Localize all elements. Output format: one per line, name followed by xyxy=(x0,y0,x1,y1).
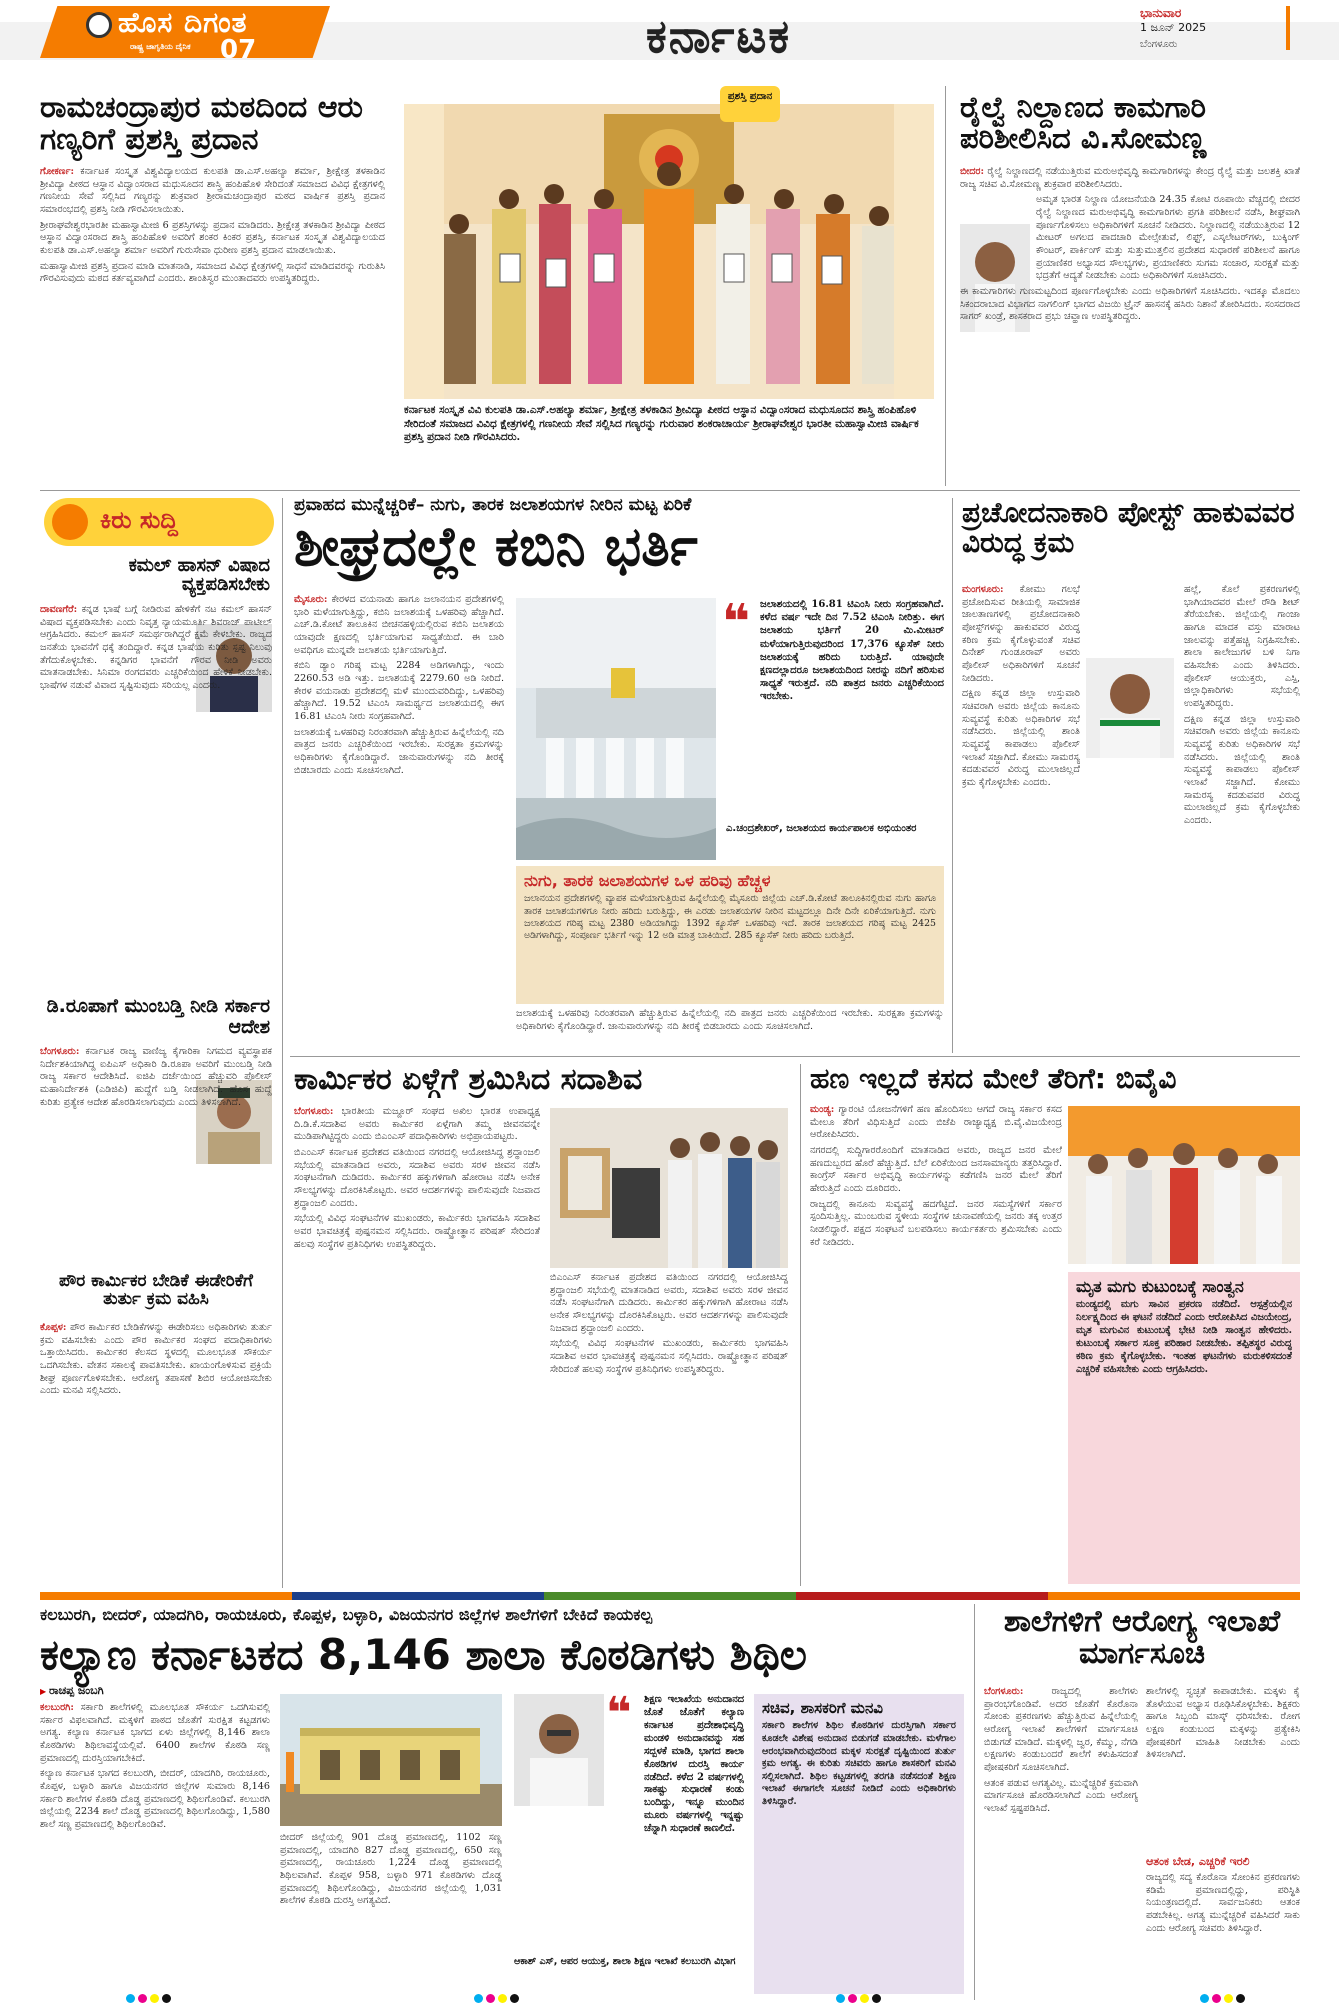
story7-body xyxy=(40,1702,270,2000)
date-block xyxy=(1140,6,1290,50)
city-label: ಬೆಂಗಳೂರು xyxy=(1140,39,1178,50)
kiru2-body xyxy=(40,1046,272,1268)
story4-dateline: ಮಂಗಳೂರು: xyxy=(962,584,1004,595)
story4-para: ಕೋಮು ಗಲಭೆ ಪ್ರಚೋದಿಸುವ ರೀತಿಯಲ್ಲಿ ಸಾಮಾಜಿಕ ಜಾಲತಾಣಗಳಲ್ಲಿ ಪ್ರಚೋದನಾಕಾರಿ ಪೋಸ್ಟ್‌ಗಳನ್ನು ಹಾಕುವವರ ವಿರುದ್ಧ ಕಠಿಣ ಕ್ರಮ ಕೈಗೊಳ್ಳುವಂತೆ ಸಚಿವ ದಿನೇಶ್ ಗುಂಡೂರಾವ್ ಅವರು ಪೊಲೀಸ್ ಅಧಿಕಾರಿಗಳಿಗೆ ಸೂಚನೆ ನೀಡಿದರು. xyxy=(962,584,1080,684)
divider xyxy=(974,1604,975,2000)
divider xyxy=(40,490,1300,491)
minister-portrait xyxy=(1086,658,1174,758)
story3-quote xyxy=(760,598,944,822)
story8-headline: ಶಾಲೆಗಳಿಗೆ ಆರೋಗ್ಯ ಇಲಾಖೆ ಮಾರ್ಗಸೂಚಿ xyxy=(1003,1604,1281,1672)
story8-para: ಆತಂಕ ಪಡುವ ಅಗತ್ಯವಿಲ್ಲ. ಮುನ್ನೆಚ್ಚರಿಕೆ ಕ್ರಮವಾಗಿ ಮಾರ್ಗಸೂಚಿ ಹೊರಡಿಸಲಾಗಿದೆ ಎಂದು ಆರೋಗ್ಯ ಇಲಾಖೆ ಸ್ಪಷ್ಟಪಡಿಸಿದೆ. xyxy=(984,1777,1138,1814)
story8-body-col2 xyxy=(1146,1686,1300,1852)
kiru-suddi-title: ಕಿರು ಸುದ್ದಿ xyxy=(100,506,178,534)
story7-photo xyxy=(280,1694,502,1826)
story6-box xyxy=(1068,1272,1300,1584)
story7-quote-mark: ❝ xyxy=(606,1688,632,1739)
story1-caption: ಕರ್ನಾಟಕ ಸಂಸ್ಕೃತ ವಿವಿ ಕುಲಪತಿ ಡಾ.ಎಸ್.ಅಹಲ್ಯಾ ಶರ್ಮಾ, ಶ್ರೀಕ್ಷೇತ್ರ ತಳಕಾಡಿನ ಶ್ರೀವಿದ್ಯಾ ಪೀಠದ ಆಸ್ಥಾನ ವಿದ್ವಾಂಸರಾದ ಮಧುಸೂದನ ಶಾಸ್ತ್ರಿ ಹಂಪಿಹೊಳಿ ಸೇರಿದಂತೆ ಸಮಾಜದ ವಿವಿಧ ಕ್ಷೇತ್ರಗಳಲ್ಲಿ ಗಣನೀಯ ಸೇವೆ ಸಲ್ಲಿಸಿದ ಗಣ್ಯರನ್ನು ಗುರುವಾರ ಶಂಕರಾಚಾರ್ಯ ಶ್ರೀರಾಘವೇಶ್ವರ ಭಾರತೀ ಮಹಾಸ್ವಾಮೀಜಿ ವಾರ್ಷಿಕ ಪ್ರಶಸ್ತಿ ಪ್ರದಾನ ನೀಡಿ ಗೌರವಿಸಿದರು. xyxy=(404,404,919,444)
story4-headline: ಪ್ರಚೋದನಾಕಾರಿ ಪೋಸ್ಟ್ ಹಾಕುವವರ ವಿರುದ್ಧ ಕ್ರಮ xyxy=(962,496,1295,560)
megaphone-icon xyxy=(52,504,88,540)
story4-body-col2 xyxy=(1184,584,1300,1054)
story8-subheadline: ಆತಂಕ ಬೇಡ, ಎಚ್ಚರಿಕೆ ಇರಲಿ xyxy=(1146,1855,1250,1868)
story6-photo xyxy=(1068,1106,1300,1264)
divider xyxy=(800,1064,801,1586)
story6-box-body: ಮಂಡ್ಯದಲ್ಲಿ ಮಗು ಸಾವಿನ ಪ್ರಕರಣ ನಡೆದಿದೆ. ಆಸ್ಪತ್ರೆಯಲ್ಲಿನ ನಿರ್ಲಕ್ಷ್ಯದಿಂದ ಈ ಘಟನೆ ನಡೆದಿದೆ ಎಂದು ಆರೋಪಿಸಿದ ವಿಜಯೇಂದ್ರ, ಮೃತ ಮಗುವಿನ ಕುಟುಂಬಕ್ಕೆ ಭೇಟಿ ನೀಡಿ ಸಾಂತ್ವನ ಹೇಳಿದರು. ಕುಟುಂಬಕ್ಕೆ ಸರ್ಕಾರ ಸೂಕ್ತ ಪರಿಹಾರ ನೀಡಬೇಕು. ತಪ್ಪಿತಸ್ಥರ ವಿರುದ್ಧ ಕಠಿಣ ಕ್ರಮ ಕೈಗೊಳ್ಳಬೇಕು. ಇಂತಹ ಘಟನೆಗಳು ಮರುಕಳಿಸದಂತೆ ಎಚ್ಚರಿಕೆ ವಹಿಸಬೇಕು ಎಂದು ಆಗ್ರಹಿಸಿದರು. xyxy=(1076,1299,1292,1375)
kiru3-dateline: ಕೊಪ್ಪಳ: xyxy=(40,1322,67,1333)
story1-para: ಶ್ರೀರಾಘವೇಶ್ವರಭಾರತೀ ಮಹಾಸ್ವಾಮೀಜಿ 6 ಪ್ರಶಸ್ತಿಗಳನ್ನು ಪ್ರದಾನ ಮಾಡಿದರು. ಶ್ರೀಕ್ಷೇತ್ರ ತಳಕಾಡಿನ ಶ್ರೀವಿದ್ಯಾ ಪೀಠದ ಆಸ್ಥಾನ ವಿದ್ವಾಂಸರಾದ ಶಾಸ್ತ್ರಿ ಹಂಪಿಹೊಳಿ ಅವರಿಗೆ ಶಂಕರ ಕಿಂಕರ ಪ್ರಶಸ್ತಿ, ಕರ್ನಾಟಕ ಸಂಸ್ಕೃತ ವಿಶ್ವವಿದ್ಯಾಲಯದ ಕುಲಪತಿ ಡಾ.ಎಸ್.ಅಹಲ್ಯಾ ಶರ್ಮಾ ಅವರಿಗೆ ಗುರುಸೇವಾ ಧುರೀಣ ಪ್ರಶಸ್ತಿ ಪ್ರದಾನ ಮಾಡಲಾಯಿತು. xyxy=(40,219,385,256)
kiru2-text: ಕರ್ನಾಟಕ ರಾಜ್ಯ ವಾಣಿಜ್ಯ ಕೈಗಾರಿಕಾ ನಿಗಮದ ವ್ಯವಸ್ಥಾಪಕ ನಿರ್ದೇಶಕಿಯಾಗಿದ್ದ ಐಪಿಎಸ್ ಅಧಿಕಾರಿ ಡಿ.ರೂಪಾ ಅವರಿಗೆ ಮುಂಬಡ್ತಿ ನೀಡಿ ರಾಜ್ಯ ಸರ್ಕಾರ ಆದೇಶಿಸಿದೆ. ಐಜಿಪಿ ದರ್ಜೆಯಿಂದ ಹೆಚ್ಚುವರಿ ಪೊಲೀಸ್ ಮಹಾನಿರ್ದೇಶಕಿ (ಎಡಿಜಿಪಿ) ಹುದ್ದೆಗೆ ಬಡ್ತಿ ನೀಡಲಾಗಿದೆ. ಹೊಸ ಹುದ್ದೆ ಕುರಿತು ಪ್ರತ್ಯೇಕ ಆದೇಶ ಹೊರಡಿಸಲಾಗುವುದು ಎಂದು ತಿಳಿಸಲಾಗಿದೆ. xyxy=(40,1046,272,1108)
kiru3-headline: ಪೌರ ಕಾರ್ಮಿಕರ ಬೇಡಿಕೆ ಈಡೇರಿಕೆಗೆ ತುರ್ತು ಕ್ರಮ ವಹಿಸಿ xyxy=(59,1271,253,1310)
story4-para: ಹಲ್ಲೆ, ಕೊಲೆ ಪ್ರಕರಣಗಳಲ್ಲಿ ಭಾಗಿಯಾದವರ ಮೇಲೆ ರೌಡಿ ಶೀಟ್ ತೆರೆಯಬೇಕು. ಜಿಲ್ಲೆಯಲ್ಲಿ ಗಾಂಜಾ ಹಾಗೂ ಮಾದಕ ವಸ್ತು ಮಾರಾಟ ಜಾಲವನ್ನು ಪತ್ತೆಹಚ್ಚಿ ನಿಗ್ರಹಿಸಬೇಕು. ಶಾಲಾ ಕಾಲೇಜುಗಳ ಬಳಿ ನಿಗಾ ವಹಿಸಬೇಕು ಎಂದು ತಿಳಿಸಿದರು. ಪೊಲೀಸ್ ಆಯುಕ್ತರು, ಎಸ್ಪಿ, ಜಿಲ್ಲಾಧಿಕಾರಿಗಳು ಸಭೆಯಲ್ಲಿ ಉಪಸ್ಥಿತರಿದ್ದರು. xyxy=(1184,584,1300,709)
kiru1-body xyxy=(40,604,272,866)
story3-quote-text: ಜಲಾಶಯದಲ್ಲಿ 16.81 ಟಿಎಂಸಿ ನೀರು ಸಂಗ್ರಹವಾಗಿದೆ. ಕಳೆದ ವರ್ಷ ಇದೇ ದಿನ 7.52 ಟಿಎಂಸಿ ನೀರಿತ್ತು. ಈಗ ಜಲಾಶಯ ಭರ್ತಿಗೆ 20 ಮಿ.ಮೀಟರ್ ಮಳೆಯಾಗುತ್ತಿರುವುದರಿಂದ 17,376 ಕ್ಯೂಸೆಕ್ ನೀರು ಜಲಾಶಯಕ್ಕೆ ಹರಿದು ಬರುತ್ತಿದೆ. ಯಾವುದೇ ಕ್ಷಣದಲ್ಲಾದರೂ ಜಲಾಶಯದಿಂದ ನೀರನ್ನು ನದಿಗೆ ಹರಿಸುವ ಸಾಧ್ಯತೆ ಇರುತ್ತದೆ. ನದಿ ಪಾತ್ರದ ಜನರು ಎಚ್ಚರಿಕೆಯಿಂದ ಇರಬೇಕು. xyxy=(760,599,944,703)
color-band xyxy=(40,1592,1300,1600)
story5-para: ಬಿಎಂಎಸ್ ಕರ್ನಾಟಕ ಪ್ರದೇಶದ ವತಿಯಿಂದ ನಗರದಲ್ಲಿ ಆಯೋಜಿಸಿದ್ದ ಶ್ರದ್ಧಾಂಜಲಿ ಸಭೆಯಲ್ಲಿ ಮಾತನಾಡಿದ ಅವರು, ಸದಾಶಿವ ಅವರು ಸರಳ ಜೀವನ ನಡೆಸಿ ಸಂಘಟನೆಗಾಗಿ ದುಡಿದರು. ಕಾರ್ಮಿಕರ ಹಕ್ಕುಗಳಿಗಾಗಿ ಹೋರಾಟ ನಡೆಸಿ ಅನೇಕ ಸೌಲಭ್ಯಗಳನ್ನು ದೊರಕಿಸಿಕೊಟ್ಟರು. ಅವರ ಆದರ್ಶಗಳನ್ನು ಪಾಲಿಸುವುದೇ ನಿಜವಾದ ಶ್ರದ್ಧಾಂಜಲಿ ಎಂದರು. xyxy=(294,1146,540,1209)
story6-headline: ಹಣ ಇಲ್ಲದೆ ಕಸದ ಮೇಲೆ ತೆರಿಗೆ: ಬಿವೈವಿ xyxy=(810,1062,1177,1095)
story3-para: ಕೇರಳದ ವಯನಾಡು ಹಾಗೂ ಜಲಾನಯನ ಪ್ರದೇಶಗಳಲ್ಲಿ ಭಾರಿ ಮಳೆಯಾಗುತ್ತಿದ್ದು, ಕಬಿನಿ ಜಲಾಶಯಕ್ಕೆ ಒಳಹರಿವು ಹೆಚ್ಚಾಗಿದೆ. ಎಚ್.ಡಿ.ಕೋಟೆ ತಾಲೂಕಿನ ಬೀಚನಹಳ್ಳಿಯಲ್ಲಿರುವ ಕಬಿನಿ ಜಲಾಶಯ ಯಾವುದೇ ಕ್ಷಣದಲ್ಲಿ ಭರ್ತಿಯಾಗುವ ಸಾಧ್ಯತೆಯಿದೆ. ಈ ಬಾರಿ ಅವಧಿಗೂ ಮುನ್ನವೇ ಜಲಾಶಯ ಭರ್ತಿಯಾಗುತ್ತಿದೆ. xyxy=(294,594,504,656)
divider xyxy=(952,498,953,1053)
divider xyxy=(945,86,946,486)
masthead xyxy=(0,0,1339,65)
story2-body xyxy=(960,166,1300,484)
story7-para: ಕಲ್ಯಾಣ ಕರ್ನಾಟಕ ಭಾಗದ ಕಲಬುರಗಿ, ಬೀದರ್, ಯಾದಗಿರಿ, ರಾಯಚೂರು, ಕೊಪ್ಪಳ, ಬಳ್ಳಾರಿ ಹಾಗೂ ವಿಜಯನಗರ ಜಿಲ್ಲೆಗಳ ಸುಮಾರು 8,146 ಸರ್ಕಾರಿ ಶಾಲೆಗಳ ಕೊಠಡಿ ದೊಡ್ಡ ಪ್ರಮಾಣದಲ್ಲಿ ಶಿಥಿಲಗೊಂಡಿವೆ. ಕಲಬುರಗಿ ಜಿಲ್ಲೆಯಲ್ಲಿ 2234 ಶಾಲೆ ದೊಡ್ಡ ಪ್ರಮಾಣದಲ್ಲಿ ಶಿಥಿಲಗೊಂಡಿದ್ದು, 1,580 ಶಾಲೆ ಸಣ್ಣ ಪ್ರಮಾಣದಲ್ಲಿ ಶಿಥಿಲಗೊಂಡಿವೆ. xyxy=(40,1768,270,1830)
story2-para: ರೈಲ್ವೆ ನಿಲ್ದಾಣದಲ್ಲಿ ನಡೆಯುತ್ತಿರುವ ಮರುಅಭಿವೃದ್ಧಿ ಕಾಮಗಾರಿಗಳನ್ನು ಕೇಂದ್ರ ರೈಲ್ವೆ ಮತ್ತು ಜಲಶಕ್ತಿ ಖಾತೆ ರಾಜ್ಯ ಸಚಿವ ವಿ.ಸೋಮಣ್ಣ ಶುಕ್ರವಾರ ಪರಿಶೀಲಿಸಿದರು. xyxy=(960,166,1300,190)
dam-image xyxy=(516,598,716,860)
day-label: ಭಾನುವಾರ xyxy=(1140,6,1182,20)
kiru2-dateline: ಬೆಂಗಳೂರು: xyxy=(40,1046,80,1057)
tribute-event-image xyxy=(550,1108,788,1268)
story8-subbody: ರಾಜ್ಯದಲ್ಲಿ ಸದ್ಯ ಕೊರೊನಾ ಸೋಂಕಿನ ಪ್ರಕರಣಗಳು ಕಡಿಮೆ ಪ್ರಮಾಣದಲ್ಲಿದ್ದು, ಪರಿಸ್ಥಿತಿ ನಿಯಂತ್ರಣದಲ್ಲಿದೆ. ಸಾರ್ವಜನಿಕರು ಆತಂಕ ಪಡಬೇಕಿಲ್ಲ. ಅಗತ್ಯ ಮುನ್ನೆಚ್ಚರಿಕೆ ವಹಿಸಿದರೆ ಸಾಕು ಎಂದು ಆರೋಗ್ಯ ಸಚಿವರು ತಿಳಿಸಿದ್ದಾರೆ. xyxy=(1146,1872,1300,1934)
story7-byline: ▶ ರಾಚಪ್ಪ ಜಂಬಗಿ xyxy=(40,1684,104,1698)
story4-body xyxy=(962,584,1080,1054)
story7-quote-text: ಶಿಕ್ಷಣ ಇಲಾಖೆಯ ಅನುದಾನದ ಜೊತೆ ಜೊತೆಗೆ ಕಲ್ಯಾಣ ಕರ್ನಾಟಕ ಪ್ರದೇಶಾಭಿವೃದ್ಧಿ ಮಂಡಳಿ ಅನುದಾನವನ್ನು ಸಹ ಸದ್ಬಳಕೆ ಮಾಡಿ, ಭಾಗದ ಶಾಲಾ ಕೊಠಡಿಗಳ ದುರಸ್ತಿ ಕಾರ್ಯ ನಡೆದಿದೆ. ಕಳೆದ 2 ವರ್ಷಗಳಲ್ಲಿ ಸಾಕಷ್ಟು ಸುಧಾರಣೆ ಕಂಡು ಬಂದಿದ್ದು, ಇನ್ನೂ ಮುಂದಿನ ಮೂರು ವರ್ಷಗಳಲ್ಲಿ ಇನ್ನಷ್ಟು ಚೆನ್ನಾಗಿ ಸುಧಾರಣೆ ಕಾಣಲಿದೆ. xyxy=(644,1694,744,1835)
story6-para: ನಗರದಲ್ಲಿ ಸುದ್ದಿಗಾರರೊಂದಿಗೆ ಮಾತನಾಡಿದ ಅವರು, ರಾಜ್ಯದ ಜನರ ಮೇಲೆ ಹಣದುಬ್ಬರದ ಹೊರೆ ಹೆಚ್ಚುತ್ತಿದೆ. ಬೆಲೆ ಏರಿಕೆಯಿಂದ ಜನಸಾಮಾನ್ಯರು ತತ್ತರಿಸಿದ್ದಾರೆ. ಕಾಂಗ್ರೆಸ್ ಸರ್ಕಾರ ಅಭಿವೃದ್ಧಿ ಕಾರ್ಯಗಳನ್ನು ಕಡೆಗಣಿಸಿ ಜನರ ಮೇಲೆ ತೆರಿಗೆ ಹೇರುತ್ತಿದೆ ಎಂದು ದೂರಿದರು. xyxy=(810,1144,1062,1194)
story3-para: ಕಬಿನಿ ಡ್ಯಾಂ ಗರಿಷ್ಠ ಮಟ್ಟ 2284 ಅಡಿಗಳಾಗಿದ್ದು, ಇಂದು 2260.53 ಅಡಿ ಇತ್ತು. ಜಲಾಶಯಕ್ಕೆ 2279.60 ಅಡಿ ನೀರಿದೆ. ಕೇರಳ ವಯನಾಡು ಪ್ರದೇಶದಲ್ಲಿ ಮಳೆ ಮುಂದುವರಿದಿದ್ದು, ಒಳಹರಿವು ಹೆಚ್ಚಾಗಿದೆ. 19.52 ಟಿಎಂಸಿ ಸಾಮರ್ಥ್ಯದ ಜಲಾಶಯದಲ್ಲಿ ಈಗ 16.81 ಟಿಎಂಸಿ ನೀರು ಸಂಗ್ರಹವಾಗಿದೆ. xyxy=(294,660,504,722)
kiru2-headline: ಡಿ.ರೂಪಾಗೆ ಮುಂಬಡ್ತಿ ನೀಡಿ ಸರ್ಕಾರ ಆದೇಶ xyxy=(46,995,270,1038)
story6-body xyxy=(810,1104,1062,1586)
story5-para: ಸಭೆಯಲ್ಲಿ ವಿವಿಧ ಸಂಘಟನೆಗಳ ಮುಖಂಡರು, ಕಾರ್ಮಿಕರು ಭಾಗವಹಿಸಿ ಸದಾಶಿವ ಅವರ ಭಾವಚಿತ್ರಕ್ಕೆ ಪುಷ್ಪನಮನ ಸಲ್ಲಿಸಿದರು. ರಾಷ್ಟ್ರೋತ್ಥಾನ ಪರಿಷತ್ ಸೇರಿದಂತೆ ಹಲವು ಸಂಸ್ಥೆಗಳ ಪ್ರತಿನಿಧಿಗಳು ಉಪಸ್ಥಿತರಿದ್ದರು. xyxy=(294,1213,540,1250)
divider xyxy=(290,1056,1300,1057)
story3-body xyxy=(294,594,504,1002)
story7-quote xyxy=(514,1688,744,1954)
story5-para: ಭಾರತೀಯ ಮಜ್ದೂರ್ ಸಂಘದ ಅಖಿಲ ಭಾರತ ಉಪಾಧ್ಯಕ್ಷ ದಿ.ಡಿ.ಕೆ.ಸದಾಶಿವ ಅವರು ಕಾರ್ಮಿಕರ ಏಳ್ಗೆಗಾಗಿ ತಮ್ಮ ಜೀವನವನ್ನೇ ಮುಡಿಪಾಗಿಟ್ಟಿದ್ದರು ಎಂದು ಬಿಎಂಎಸ್ ಪದಾಧಿಕಾರಿಗಳು ಅಭಿಪ್ರಾಯಪಟ್ಟರು. xyxy=(294,1106,540,1143)
story3-body-cont xyxy=(516,1008,944,1052)
story3-kicker: ಪ್ರವಾಹದ ಮುನ್ನೆಚ್ಚರಿಕೆ– ನುಗು, ತಾರಕ ಜಲಾಶಯಗಳ ನೀರಿನ ಮಟ್ಟ ಏರಿಕೆ xyxy=(294,495,692,515)
kiru-suddi-header xyxy=(44,498,274,546)
story5-para: ಸಭೆಯಲ್ಲಿ ವಿವಿಧ ಸಂಘಟನೆಗಳ ಮುಖಂಡರು, ಕಾರ್ಮಿಕರು ಭಾಗವಹಿಸಿ ಸದಾಶಿವ ಅವರ ಭಾವಚಿತ್ರಕ್ಕೆ ಪುಷ್ಪನಮನ ಸಲ್ಲಿಸಿದರು. ರಾಷ್ಟ್ರೋತ್ಥಾನ ಪರಿಷತ್ ಸೇರಿದಂತೆ ಹಲವು ಸಂಸ್ಥೆಗಳ ಪ್ರತಿನಿಧಿಗಳು ಉಪಸ್ಥಿತರಿದ್ದರು. xyxy=(550,1338,788,1375)
story5-dateline: ಬೆಂಗಳೂರು: xyxy=(294,1106,334,1117)
kiru1-headline: ಕಮಲ್ ಹಾಸನ್ ವಿಷಾದ ವ್ಯಕ್ತಪಡಿಸಬೇಕು xyxy=(128,555,270,596)
story7-quote-author: ಆಕಾಶ್ ಎಸ್, ಆಪರ ಆಯುಕ್ತ, ಶಾಲಾ ಶಿಕ್ಷಣ ಇಲಾಖೆ ಕಲಬುರಗಿ ವಿಭಾಗ xyxy=(514,1956,736,1967)
story3-headline: ಶೀಘ್ರದಲ್ಲೇ ಕಬಿನಿ ಭರ್ತಿ xyxy=(294,515,698,578)
story5-body xyxy=(294,1106,540,1586)
story7-headline: ಕಲ್ಯಾಣ ಕರ್ನಾಟಕದ 8,146 ಶಾಲಾ ಕೊಠಡಿಗಳು ಶಿಥಿಲ xyxy=(40,1630,807,1679)
registration-marks xyxy=(1200,1994,1245,2003)
registration-marks xyxy=(126,1994,171,2003)
school-building-image xyxy=(280,1694,502,1826)
kiru1-dateline: ದಾವಣಗೆರೆ: xyxy=(40,604,78,615)
kiru1-text: ಕನ್ನಡ ಭಾಷೆ ಬಗ್ಗೆ ನೀಡಿರುವ ಹೇಳಿಕೆಗೆ ನಟ ಕಮಲ್ ಹಾಸನ್ ವಿಷಾದ ವ್ಯಕ್ತಪಡಿಸಬೇಕು ಎಂದು ನಿವೃತ್ತ ನ್ಯಾಯಮೂರ್ತಿ ಶಿವರಾಜ್ ಪಾಟೀಲ್ ಆಗ್ರಹಿಸಿದರು. ಕಮಲ್ ಹಾಸನ್ ಸಮರ್ಥರಾಗಿದ್ದರೆ ಕ್ಷಮೆ ಕೇಳಬೇಕು. ರಾಜ್ಯದ ಜನತೆಯ ಭಾವನೆಗೆ ಧಕ್ಕೆ ತಂದಿದ್ದಾರೆ. ಕನ್ನಡ ಭಾಷೆಯ ಕುರಿತು ಸ್ಪಷ್ಟ ನಿಲುವು ತೆಗೆದುಕೊಳ್ಳಬೇಕು. ಕನ್ನಡಿಗರ ಭಾವನೆಗೆ ಗೌರವ ನೀಡಿ ಅವರು ಮಾತನಾಡಬೇಕು. ಸಿನಿಮಾ ರಂಗದವರು ಎಚ್ಚರಿಕೆಯಿಂದ ಹೇಳಿಕೆ ನೀಡಬೇಕು. ಭಾಷೆಗಳ ನಡುವೆ ವಿವಾದ ಸೃಷ್ಟಿಸುವುದು ಸರಿಯಲ್ಲ ಎಂದರು. xyxy=(40,604,272,691)
story7-dateline: ಕಲಬುರಗಿ: xyxy=(40,1702,74,1713)
logo-text: ಹೊಸ ದಿಗಂತ xyxy=(118,6,248,39)
story5-para: ಬಿಎಂಎಸ್ ಕರ್ನಾಟಕ ಪ್ರದೇಶದ ವತಿಯಿಂದ ನಗರದಲ್ಲಿ ಆಯೋಜಿಸಿದ್ದ ಶ್ರದ್ಧಾಂಜಲಿ ಸಭೆಯಲ್ಲಿ ಮಾತನಾಡಿದ ಅವರು, ಸದಾಶಿವ ಅವರು ಸರಳ ಜೀವನ ನಡೆಸಿ ಸಂಘಟನೆಗಾಗಿ ದುಡಿದರು. ಕಾರ್ಮಿಕರ ಹಕ್ಕುಗಳಿಗಾಗಿ ಹೋರಾಟ ನಡೆಸಿ ಅನೇಕ ಸೌಲಭ್ಯಗಳನ್ನು ದೊರಕಿಸಿಕೊಟ್ಟರು. ಅವರ ಆದರ್ಶಗಳನ್ನು ಪಾಲಿಸುವುದೇ ನಿಜವಾದ ಶ್ರದ್ಧಾಂಜಲಿ ಎಂದರು. xyxy=(550,1272,788,1334)
story3-quote-author: ಎ.ಚಂದ್ರಶೇಖರ್, ಜಲಾಶಯದ ಕಾರ್ಯಪಾಲಕ ಅಭಿಯಂತರ xyxy=(726,823,917,834)
story3-box xyxy=(516,866,944,1004)
divider xyxy=(282,498,283,1588)
story3-quote-mark: ❝ xyxy=(722,594,751,650)
story1-headline: ರಾಮಚಂದ್ರಾಪುರ ಮಠದಿಂದ ಆರು ಗಣ್ಯರಿಗೆ ಪ್ರಶಸ್ತಿ ಪ್ರದಾನ xyxy=(40,90,363,158)
story8-body xyxy=(984,1686,1138,1998)
story3-box-title: ನುಗು, ತಾರಕ ಜಲಾಶಯಗಳ ಒಳ ಹರಿವು ಹೆಚ್ಚಳ xyxy=(524,871,771,890)
story2-dateline: ಬೀದರ: xyxy=(960,166,985,177)
registration-marks xyxy=(836,1994,881,2003)
story4-para: ದಕ್ಷಿಣ ಕನ್ನಡ ಜಿಲ್ಲಾ ಉಸ್ತುವಾರಿ ಸಚಿವರಾಗಿ ಅವರು ಜಿಲ್ಲೆಯ ಕಾನೂನು ಸುವ್ಯವಸ್ಥೆ ಕುರಿತು ಅಧಿಕಾರಿಗಳ ಸಭೆ ನಡೆಸಿದರು. ಜಿಲ್ಲೆಯಲ್ಲಿ ಶಾಂತಿ ಸುವ್ಯವಸ್ಥೆ ಕಾಪಾಡಲು ಪೊಲೀಸ್ ಇಲಾಖೆ ಸಜ್ಜಾಗಿದೆ. ಕೋಮು ಸಾಮರಸ್ಯ ಕದಡುವವರ ವಿರುದ್ಧ ಮುಲಾಜಿಲ್ಲದೆ ಕ್ರಮ ಕೈಗೊಳ್ಳಬೇಕು ಎಂದರು. xyxy=(962,688,1080,788)
story6-box-title: ಮೃತ ಮಗು ಕುಟುಂಬಕ್ಕೆ ಸಾಂತ್ವನ xyxy=(1076,1277,1244,1296)
story7-para: ಬೀದರ್ ಜಿಲ್ಲೆಯಲ್ಲಿ 901 ದೊಡ್ಡ ಪ್ರಮಾಣದಲ್ಲಿ, 1102 ಸಣ್ಣ ಪ್ರಮಾಣದಲ್ಲಿ, ಯಾದಗಿರಿ 827 ದೊಡ್ಡ ಪ್ರಮಾಣದಲ್ಲಿ, 650 ಸಣ್ಣ ಪ್ರಮಾಣದಲ್ಲಿ, ರಾಯಚೂರು 1,224 ದೊಡ್ಡ ಪ್ರಮಾಣದಲ್ಲಿ ಶಿಥಿಲವಾಗಿವೆ. ಕೊಪ್ಪಳ 958, ಬಳ್ಳಾರಿ 971 ಕೊಠಡಿಗಳು ದೊಡ್ಡ ಪ್ರಮಾಣದಲ್ಲಿ ಶಿಥಿಲಗೊಂಡಿದ್ದು, ವಿಜಯನಗರ ಜಿಲ್ಲೆಯಲ್ಲಿ 1,031 ಶಾಲೆಗಳ ಕೊಠಡಿ ದುರಸ್ತಿ ಅಗತ್ಯವಿದೆ. xyxy=(280,1832,502,1907)
logo-tagline: ರಾಷ್ಟ್ರ ಜಾಗೃತಿಯ ದೈನಿಕ xyxy=(130,42,191,51)
story2-para: ಈ ಕಾಮಗಾರಿಗಳು ಗುಣಮಟ್ಟದಿಂದ ಪೂರ್ಣಗೊಳ್ಳಬೇಕು ಎಂದು ಅಧಿಕಾರಿಗಳಿಗೆ ಸೂಚಿಸಿದರು. ಇದಕ್ಕೂ ಮೊದಲು ಸಿಕಂದರಾಬಾದ ವಿಭಾಗದ ನಾಗಲಿಂಗ್ ಭಾಗದ ವಿಜಯಿ ಟ್ರೈನ್ ಹಾಸನಕ್ಕೆ ಹಸಿರು ನಿಶಾನೆ ತೋರಿಸಿದರು. ಸಂಸದರಾದ ಸಾಗರ್ ಖಂಡ್ರೆ, ಶಾಸಕರಾದ ಪ್ರಭು ಚವ್ಹಾಣ ಉಪಸ್ಥಿತರಿದ್ದರು. xyxy=(960,285,1300,323)
story4-photo xyxy=(1086,658,1174,758)
story6-para: ರಾಜ್ಯದಲ್ಲಿ ಕಾನೂನು ಸುವ್ಯವಸ್ಥೆ ಹದಗೆಟ್ಟಿದೆ. ಜನರ ಸಮಸ್ಯೆಗಳಿಗೆ ಸರ್ಕಾರ ಸ್ಪಂದಿಸುತ್ತಿಲ್ಲ. ಮುಂಬರುವ ಸ್ಥಳೀಯ ಸಂಸ್ಥೆಗಳ ಚುನಾವಣೆಯಲ್ಲಿ ಜನರು ತಕ್ಕ ಉತ್ತರ ನೀಡಲಿದ್ದಾರೆ. ಪಕ್ಷದ ಸಂಘಟನೆ ಬಲಪಡಿಸಲು ಕಾರ್ಯಕರ್ತರು ಶ್ರಮಿಸಬೇಕು ಎಂದು ಕರೆ ನೀಡಿದರು. xyxy=(810,1198,1062,1248)
story1-dateline: ಗೋಕರ್ಣ: xyxy=(40,166,75,177)
story3-para: ಜಲಾಶಯಕ್ಕೆ ಒಳಹರಿವು ನಿರಂತರವಾಗಿ ಹೆಚ್ಚುತ್ತಿರುವ ಹಿನ್ನೆಲೆಯಲ್ಲಿ ನದಿ ಪಾತ್ರದ ಜನರು ಎಚ್ಚರಿಕೆಯಿಂದ ಇರಬೇಕು. ಸುರಕ್ಷತಾ ಕ್ರಮಗಳನ್ನು ಅಧಿಕಾರಿಗಳು ಕೈಗೊಂಡಿದ್ದಾರೆ. ಜಾನುವಾರುಗಳನ್ನು ನದಿ ತೀರಕ್ಕೆ ಬಿಡಬಾರದು ಎಂದು ಸೂಚಿಸಲಾಗಿದೆ. xyxy=(516,1008,944,1032)
kiru3-body xyxy=(40,1322,272,1584)
story1-para: ಮಹಾಸ್ವಾಮೀಜಿ ಪ್ರಶಸ್ತಿ ಪ್ರದಾನ ಮಾಡಿ ಮಾತನಾಡಿ, ಸಮಾಜದ ವಿವಿಧ ಕ್ಷೇತ್ರಗಳಲ್ಲಿ ಸಾಧನೆ ಮಾಡಿದವರನ್ನು ಗುರುತಿಸಿ ಗೌರವಿಸುವುದು ಮಠದ ಕರ್ತವ್ಯವಾಗಿದೆ ಎಂದರು. ಶಾಂತಿಸ್ವರ ಮುಂತಾದವರು ಉಪಸ್ಥಿತರಿದ್ದರು. xyxy=(40,260,385,285)
story7-kicker: ಕಲಬುರಗಿ, ಬೀದರ್, ಯಾದಗಿರಿ, ರಾಯಚೂರು, ಕೊಪ್ಪಳ, ಬಳ್ಳಾರಿ, ವಿಜಯನಗರ ಜಿಲ್ಲೆಗಳ ಶಾಲೆಗಳಿಗೆ ಬೇಕಿದೆ ಕಾಯಕಲ್ಪ xyxy=(40,1605,653,1624)
logo-emblem xyxy=(86,12,112,38)
story8-dateline: ಬೆಂಗಳೂರು: xyxy=(984,1686,1024,1697)
story5-body-col2 xyxy=(550,1272,788,1586)
section-title: ಕರ್ನಾಟಕ xyxy=(646,9,792,63)
date-label: 1 ಜೂನ್ 2025 xyxy=(1140,21,1207,34)
award-ceremony-image xyxy=(404,104,934,399)
story3-photo xyxy=(516,598,716,860)
story1-photo-badge: ಪ್ರಶಸ್ತಿ ಪ್ರದಾನ xyxy=(720,86,780,122)
story2-para: ಅಮೃತ ಭಾರತ ನಿಲ್ದಾಣ ಯೋಜನೆಯಡಿ 24.35 ಕೋಟಿ ರೂಪಾಯಿ ವೆಚ್ಚದಲ್ಲಿ ಬೀದರ ರೈಲ್ವೆ ನಿಲ್ದಾಣದ ಮರುಅಭಿವೃದ್ಧಿ ಕಾಮಗಾರಿಗಳು ಪ್ರಗತಿ ಪರಿಶೀಲನೆ ನಡೆಸಿ, ಶೀಘ್ರವಾಗಿ ಪೂರ್ಣಗೊಳಿಸಲು ಅಧಿಕಾರಿಗಳಿಗೆ ಸೂಚನೆ ನೀಡಿದರು. ನಿಲ್ದಾಣದಲ್ಲಿ ನಡೆಯುತ್ತಿರುವ 12 ಮೀಟರ್ ಅಗಲದ ಪಾದಚಾರಿ ಮೇಲ್ಸೇತುವೆ, ಲಿಫ್ಟ್, ಎಸ್ಕಲೇಟರ್‌ಗಳು, ಬುಕ್ಕಿಂಗ್ ಕೌಂಟರ್, ಪಾರ್ಕಿಂಗ್ ಮತ್ತು ಸುತ್ತುಮುತ್ತಲಿನ ಪ್ರದೇಶದ ಸುಧಾರಣೆ ಪರಿಶೀಲನೆ ಹಾಗೂ ಪ್ರಯಾಣಿಕರ ಅಭ್ಯಾಸದ ಸೌಲಭ್ಯಗಳು, ಪ್ರಯಾಣಿಕರು ಸುಗಮ ಸಂಚಾರ, ಸುರಕ್ಷತೆ ಮತ್ತು ಭದ್ರತೆಗೆ ಆದ್ಯತೆ ನೀಡಬೇಕು ಎಂದು ಅಧಿಕಾರಿಗಳಿಗೆ ಸೂಚಿಸಿದರು. xyxy=(1036,194,1300,282)
story4-para: ದಕ್ಷಿಣ ಕನ್ನಡ ಜಿಲ್ಲಾ ಉಸ್ತುವಾರಿ ಸಚಿವರಾಗಿ ಅವರು ಜಿಲ್ಲೆಯ ಕಾನೂನು ಸುವ್ಯವಸ್ಥೆ ಕುರಿತು ಅಧಿಕಾರಿಗಳ ಸಭೆ ನಡೆಸಿದರು. ಜಿಲ್ಲೆಯಲ್ಲಿ ಶಾಂತಿ ಸುವ್ಯವಸ್ಥೆ ಕಾಪಾಡಲು ಪೊಲೀಸ್ ಇಲಾಖೆ ಸಜ್ಜಾಗಿದೆ. ಕೋಮು ಸಾಮರಸ್ಯ ಕದಡುವವರ ವಿರುದ್ಧ ಮುಲಾಜಿಲ್ಲದೆ ಕ್ರಮ ಕೈಗೊಳ್ಳಬೇಕು ಎಂದರು. xyxy=(1184,713,1300,826)
story3-para: ಜಲಾಶಯಕ್ಕೆ ಒಳಹರಿವು ನಿರಂತರವಾಗಿ ಹೆಚ್ಚುತ್ತಿರುವ ಹಿನ್ನೆಲೆಯಲ್ಲಿ ನದಿ ಪಾತ್ರದ ಜನರು ಎಚ್ಚರಿಕೆಯಿಂದ ಇರಬೇಕು. ಸುರಕ್ಷತಾ ಕ್ರಮಗಳನ್ನು ಅಧಿಕಾರಿಗಳು ಕೈಗೊಂಡಿದ್ದಾರೆ. ಜಾನುವಾರುಗಳನ್ನು ನದಿ ತೀರಕ್ಕೆ ಬಿಡಬಾರದು ಎಂದು ಸೂಚಿಸಲಾಗಿದೆ. xyxy=(294,726,504,776)
story8-para: ರಾಜ್ಯದಲ್ಲಿ ಶಾಲೆಗಳು ಪ್ರಾರಂಭಗೊಂಡಿವೆ. ಅದರ ಜೊತೆಗೆ ಕೊರೊನಾ ಸೋಂಕು ಪ್ರಕರಣಗಳು ಹೆಚ್ಚುತ್ತಿರುವ ಹಿನ್ನೆಲೆಯಲ್ಲಿ ಆರೋಗ್ಯ ಇಲಾಖೆ ಶಾಲೆಗಳಿಗೆ ಮಾರ್ಗಸೂಚಿ ಬಿಡುಗಡೆ ಮಾಡಿದೆ. ಮಕ್ಕಳಲ್ಲಿ ಜ್ವರ, ಕೆಮ್ಮು, ನೆಗಡಿ ಲಕ್ಷಣಗಳು ಕಂಡುಬಂದರೆ ಶಾಲೆಗೆ ಕಳುಹಿಸದಂತೆ ಪೋಷಕರಿಗೆ ಸೂಚಿಸಲಾಗಿದೆ. xyxy=(984,1686,1138,1773)
story1-body xyxy=(40,166,385,484)
story7-para: ಸರ್ಕಾರಿ ಶಾಲೆಗಳಲ್ಲಿ ಮೂಲಭೂತ ಸೌಕರ್ಯ ಒದಗಿಸುವಲ್ಲಿ ಸರ್ಕಾರ ವಿಫಲವಾಗಿದೆ. ಮಕ್ಕಳಿಗೆ ಪಾಠದ ಜೊತೆಗೆ ಸುರಕ್ಷಿತ ಕಟ್ಟಡಗಳು ಅಗತ್ಯ. ಕಲ್ಯಾಣ ಕರ್ನಾಟಕ ಭಾಗದ ಏಳು ಜಿಲ್ಲೆಗಳಲ್ಲಿ 8,146 ಶಾಲಾ ಕೊಠಡಿಗಳು ಶಿಥಿಲಾವಸ್ಥೆಯಲ್ಲಿವೆ. 6400 ಶಾಲೆಗಳ ಕೊಠಡಿ ಸಣ್ಣ ಪ್ರಮಾಣದಲ್ಲಿ ದುರಸ್ತಿಯಾಗಬೇಕಿದೆ. xyxy=(40,1702,270,1764)
story5-headline: ಕಾರ್ಮಿಕರ ಏಳ್ಗೆಗೆ ಶ್ರಮಿಸಿದ ಸದಾಶಿವ xyxy=(294,1062,643,1097)
story5-photo xyxy=(550,1108,788,1268)
story6-para: ಗ್ಯಾರಂಟಿ ಯೋಜನೆಗಳಿಗೆ ಹಣ ಹೊಂದಿಸಲು ಆಗದೆ ರಾಜ್ಯ ಸರ್ಕಾರ ಕಸದ ಮೇಲೂ ತೆರಿಗೆ ವಿಧಿಸುತ್ತಿದೆ ಎಂದು ಬಿಜೆಪಿ ರಾಜ್ಯಾಧ್ಯಕ್ಷ ಬಿ.ವೈ.ವಿಜಯೇಂದ್ರ ಆರೋಪಿಸಿದರು. xyxy=(810,1104,1062,1141)
story6-dateline: ಮಂಡ್ಯ: xyxy=(810,1104,835,1115)
registration-marks xyxy=(474,1994,519,2003)
story1-photo xyxy=(404,104,934,399)
page-number: 07 xyxy=(220,35,257,65)
kiru3-text: ಪೌರ ಕಾರ್ಮಿಕರ ಬೇಡಿಕೆಗಳನ್ನು ಈಡೇರಿಸಲು ಅಧಿಕಾರಿಗಳು ತುರ್ತು ಕ್ರಮ ವಹಿಸಬೇಕು ಎಂದು ಪೌರ ಕಾರ್ಮಿಕರ ಸಂಘದ ಪದಾಧಿಕಾರಿಗಳು ಒತ್ತಾಯಿಸಿದರು. ಕಾರ್ಮಿಕರ ಕೆಲಸದ ಸ್ಥಳದಲ್ಲಿ ಮೂಲಭೂತ ಸೌಕರ್ಯ ಒದಗಿಸಬೇಕು. ವೇತನ ಸಕಾಲಕ್ಕೆ ಪಾವತಿಸಬೇಕು. ಖಾಯಂಗೊಳಿಸುವ ಪ್ರಕ್ರಿಯೆ ಶೀಘ್ರ ಪೂರ್ಣಗೊಳಿಸಬೇಕು. ಆರೋಗ್ಯ ತಪಾಸಣೆ ಶಿಬಿರ ಆಯೋಜಿಸಬೇಕು ಎಂದು ಮನವಿ ಸಲ್ಲಿಸಿದರು. xyxy=(40,1322,272,1397)
story2-headline: ರೈಲ್ವೆ ನಿಲ್ದಾಣದ ಕಾಮಗಾರಿ ಪರಿಶೀಲಿಸಿದ ವಿ.ಸೋಮಣ್ಣ xyxy=(960,90,1207,156)
story3-box-body: ಜಲಾನಯನ ಪ್ರದೇಶಗಳಲ್ಲಿ ವ್ಯಾಪಕ ಮಳೆಯಾಗುತ್ತಿರುವ ಹಿನ್ನೆಲೆಯಲ್ಲಿ ಮೈಸೂರು ಜಿಲ್ಲೆಯ ಎಚ್.ಡಿ.ಕೋಟೆ ತಾಲೂಕಿನಲ್ಲಿರುವ ನುಗು ಹಾಗೂ ತಾರಕ ಜಲಾಶಯಗಳಿಗೂ ನೀರು ಹರಿದು ಬರುತ್ತಿದ್ದು, ಈ ಎರಡು ಜಲಾಶಯಗಳ ನೀರಿನ ಮಟ್ಟದಲ್ಲೂ ದಿನೇ ದಿನೇ ಏರಿಕೆಯಾಗುತ್ತಿದೆ. ನುಗು ಜಲಾಶಯದ ಗರಿಷ್ಠ ಮಟ್ಟ 2380 ಅಡಿಯಾಗಿದ್ದು 1392 ಕ್ಯೂಸೆಕ್ ಒಳಹರಿವು ಇದೆ. ತಾರಕ ಜಲಾಶಯದ ಗರಿಷ್ಠ ಮಟ್ಟ 2425 ಅಡಿಗಳಾಗಿದ್ದು, ಸಂಪೂರ್ಣ ಭರ್ತಿಗೆ ಇನ್ನು 12 ಅಡಿ ಮಾತ್ರ ಬಾಕಿಯಿದೆ. 285 ಕ್ಯೂಸೆಕ್ ನೀರು ಹರಿದು ಬರುತ್ತಿದೆ. xyxy=(524,893,936,942)
story3-dateline: ಮೈಸೂರು: xyxy=(294,594,328,605)
story7-box xyxy=(754,1694,964,1994)
story7-box-body: ಸರ್ಕಾರಿ ಶಾಲೆಗಳ ಶಿಥಿಲ ಕೊಠಡಿಗಳ ದುರಸ್ತಿಗಾಗಿ ಸರ್ಕಾರ ಕೂಡಲೇ ವಿಶೇಷ ಅನುದಾನ ಬಿಡುಗಡೆ ಮಾಡಬೇಕು. ಮಳೆಗಾಲ ಆರಂಭವಾಗಿರುವುದರಿಂದ ಮಕ್ಕಳ ಸುರಕ್ಷತೆ ದೃಷ್ಟಿಯಿಂದ ತುರ್ತು ಕ್ರಮ ಅಗತ್ಯ. ಈ ಕುರಿತು ಸಚಿವರು ಹಾಗೂ ಶಾಸಕರಿಗೆ ಮನವಿ ಸಲ್ಲಿಸಲಾಗಿದೆ. ಶಿಥಿಲ ಕಟ್ಟಡಗಳಲ್ಲಿ ತರಗತಿ ನಡೆಸದಂತೆ ಶಿಕ್ಷಣ ಇಲಾಖೆ ಈಗಾಗಲೇ ಸೂಚನೆ ನೀಡಿದೆ ಎಂದು ಅಧಿಕಾರಿಗಳು ತಿಳಿಸಿದ್ದಾರೆ. xyxy=(762,1720,956,1808)
story7-body-col2 xyxy=(280,1832,502,2000)
story7-box-title: ಸಚಿವ, ಶಾಸಕರಿಗೆ ಮನವಿ xyxy=(762,1699,883,1717)
politician-event-image xyxy=(1068,1106,1300,1264)
story1-para: ಕರ್ನಾಟಕ ಸಂಸ್ಕೃತ ವಿಶ್ವವಿದ್ಯಾಲಯದ ಕುಲಪತಿ ಡಾ.ಎಸ್.ಅಹಲ್ಯಾ ಶರ್ಮಾ, ಶ್ರೀಕ್ಷೇತ್ರ ತಳಕಾಡಿನ ಶ್ರೀವಿದ್ಯಾ ಪೀಠದ ಆಸ್ಥಾನ ವಿದ್ವಾಂಸರಾದ ಮಧುಸೂದನ ಶಾಸ್ತ್ರಿ ಹಂಪಿಹೊಳಿ ಸೇರಿದಂತೆ ಸಮಾಜದ ವಿವಿಧ ಕ್ಷೇತ್ರಗಳಲ್ಲಿ ಗಣನೀಯ ಸೇವೆ ಸಲ್ಲಿಸಿದ ಗಣ್ಯರನ್ನು ಶುಕ್ರವಾರ ಶ್ರೀರಾಮಚಂದ್ರಾಪುರ ಮಠದ ವಾರ್ಷಿಕ ಪ್ರಶಸ್ತಿ ಪ್ರದಾನ ಸಮಾರಂಭದಲ್ಲಿ ಪ್ರಶಸ್ತಿ ನೀಡಿ ಗೌರವಿಸಲಾಯಿತು. xyxy=(40,166,385,215)
story8-para: ಶಾಲೆಗಳಲ್ಲಿ ಸ್ವಚ್ಛತೆ ಕಾಪಾಡಬೇಕು. ಮಕ್ಕಳು ಕೈ ತೊಳೆಯುವ ಅಭ್ಯಾಸ ರೂಢಿಸಿಕೊಳ್ಳಬೇಕು. ಶಿಕ್ಷಕರು ಹಾಗೂ ಸಿಬ್ಬಂದಿ ಮಾಸ್ಕ್ ಧರಿಸಬೇಕು. ರೋಗ ಲಕ್ಷಣ ಕಂಡುಬಂದ ಮಕ್ಕಳನ್ನು ಪ್ರತ್ಯೇಕಿಸಿ ಪೋಷಕರಿಗೆ ಮಾಹಿತಿ ನೀಡಬೇಕು ಎಂದು ತಿಳಿಸಲಾಗಿದೆ. xyxy=(1146,1686,1300,1761)
